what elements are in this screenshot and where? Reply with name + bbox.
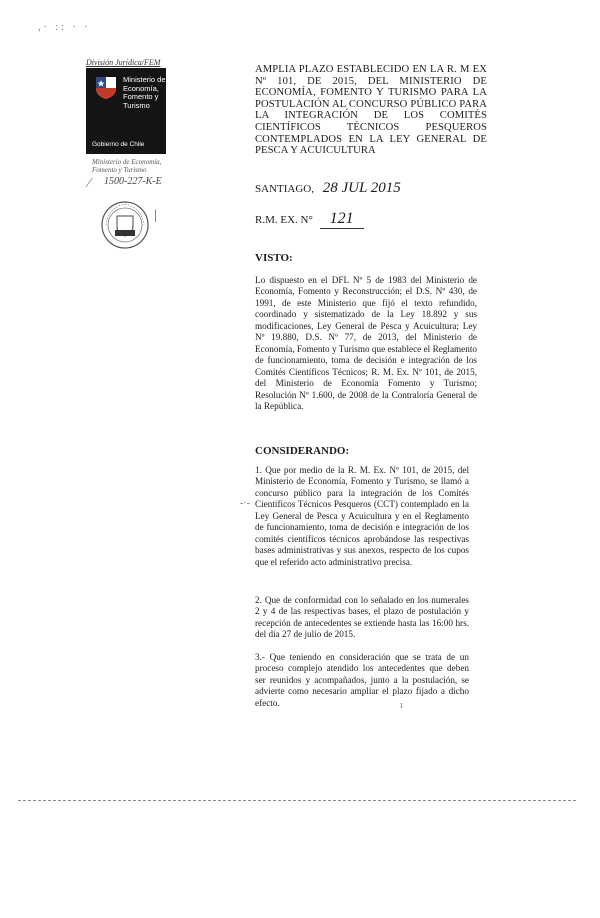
visto-heading: VISTO: — [255, 252, 293, 264]
scan-marks: ,· :: · · — [38, 22, 91, 33]
date-stamp: 28 JUL 2015 — [322, 180, 401, 196]
division-label: División Jurídica/FEM — [86, 58, 161, 67]
margin-tick: -·- — [240, 498, 250, 509]
ministry-logo — [86, 68, 166, 154]
coat-of-arms-icon — [92, 74, 120, 100]
document-title: AMPLIA PLAZO ESTABLECIDO EN LA R. M EX Nº 101, DE 2015, DEL MINISTERIO DE ECONOMÍA, FOMENTO Y TURISMO PARA LA POSTULACIÓN AL CONCURSO PÚBLICO PARA LA INTEGRACIÓN DE LOS COMITÉS CIENTÍFICOS TÉCNICOS PESQUEROS CONTEMPLADOS EN LA LEY GENERAL DE PESCA Y ACUICULTURA — [255, 64, 487, 157]
resolution-number: 121 — [320, 210, 364, 229]
small-mark: ι — [400, 700, 403, 711]
official-seal-icon — [100, 200, 150, 250]
visto-paragraph: Lo dispuesto en el DFL Nº 5 de 1983 del Ministerio de Economía, Fomento y Reconstrucción; el D.S. Nº 430, de 1991, de este Ministerio que fijó el texto refundido, coordinado y sistematizado de la Ley 18.892 y sus modificaciones, Ley General de Pesca y Acuicultura; Ley Nº 19.880, D.S. Nº 77, de 2013, del Ministerio de Economía, Fomento y Turismo que establece el Reglamento de funcionamiento, toma de decisión e integración de los Comités Científicos Técnicos; R. M. Ex. Nº 101, de 2015, del Ministerio de Economía Fomento y Turismo; Resolución Nº 1.600, de 2008 de la Contraloría General de la República. — [255, 275, 477, 411]
date-line — [255, 180, 401, 197]
scan-divider — [18, 800, 576, 801]
resolution-label: R.M. EX. N° — [255, 214, 313, 226]
stamp-text: Ministerio de Economía, Fomento y Turismo — [92, 158, 162, 174]
margin-mark: | — [154, 208, 157, 223]
city-label: SANTIAGO, — [255, 183, 314, 195]
considerando-item-1: 1. Que por medio de la R. M. Ex. Nº 101, de 2015, del Ministerio de Economía, Fomento y Turismo, se llamó a concurso público para la integración de los Comités Científicos Técnicos Pesqueros (CCT) contemplado en la Ley General de Pesca y Acuicultura y en el Reglamento de funcionamiento, toma de decisión e integración de los comités científicos técnicos aprobándose las respectivas bases administrativas y sus anexos, respecto de los cupos que el referido acto administrativo precisa. — [255, 465, 469, 567]
resolution-line — [255, 210, 364, 229]
handwritten-slash-icon: ⁄ — [88, 176, 91, 191]
considerando-heading: CONSIDERANDO: — [255, 445, 350, 457]
considerando-item-3: 3.- Que teniendo en consideración que se trata de un proceso complejo atendido los antecedentes que deben ser reunidos y acompañados, junto a la postulación, se advierte como necesario ampliar el plazo fijado a dicho efecto. — [255, 652, 469, 708]
handwritten-reference: 1500-227-K-E — [104, 176, 162, 187]
considerando-item-2: 2. Que de conformidad con lo señalado en los numerales 2 y 4 de las respectivas bases, el plazo de postulación y recepción de antecedentes se extiende hasta las 16:00 hrs. del día 27 de julio de 2015. — [255, 595, 469, 640]
government-label: Gobierno de Chile — [92, 141, 145, 148]
ministry-name: Ministerio de Economía, Fomento y Turismo — [123, 75, 166, 110]
